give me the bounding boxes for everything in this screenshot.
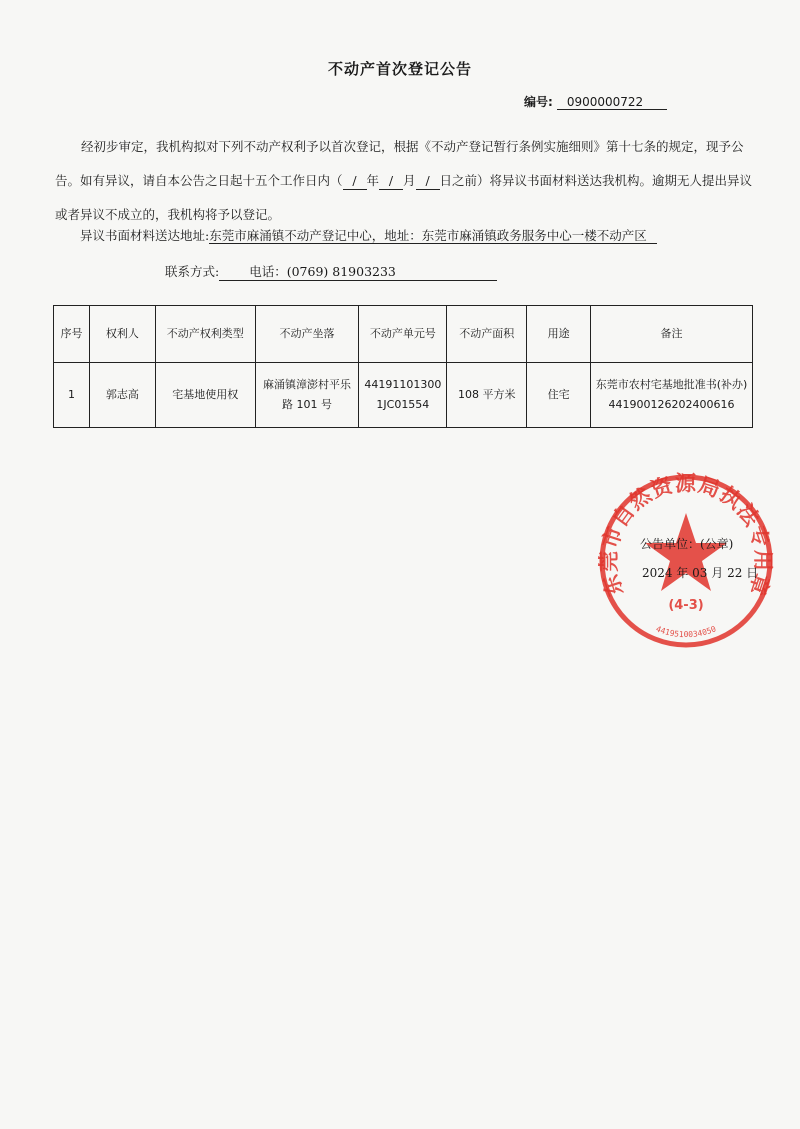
table-cell: 麻涌镇漳澎村平乐路 101 号 <box>255 363 359 428</box>
column-header: 备注 <box>591 306 753 363</box>
notice-text-part1: 经初步审定，我机构拟对下列不动产权利予以首次登记，根据《不动产登记暂行条例实施细则》第十七条的规定，现予公告。如有异议，请自本公告之日起十五个工作日内（ <box>55 139 744 188</box>
month-blank: / <box>379 173 403 190</box>
table-cell: 住宅 <box>527 363 591 428</box>
registration-table <box>53 305 753 428</box>
column-header: 不动产坐落 <box>255 306 359 363</box>
table-header-row <box>54 306 753 363</box>
table-cell: 宅基地使用权 <box>155 363 255 428</box>
table-row <box>54 363 753 428</box>
column-header: 不动产单元号 <box>359 306 447 363</box>
contact-info <box>165 262 497 281</box>
year-label: 年 <box>366 173 380 188</box>
document-number <box>524 93 667 110</box>
contact-label: 联系方式: <box>165 264 220 279</box>
notice-text-part2: 日之前）将异议书面材料送达我机构。逾期无人提出异议或者异议不成立的，我机构将予以登记。 <box>55 173 753 222</box>
svg-text:4419510034050 <box>655 624 718 639</box>
document-number-label: 编号: <box>524 95 553 109</box>
table-cell: 441911013001JC01554 <box>359 363 447 428</box>
table-cell: 108 平方米 <box>447 363 527 428</box>
address-value: 东莞市麻涌镇不动产登记中心，地址：东莞市麻涌镇政务服务中心一楼不动产区 <box>209 228 657 244</box>
signature-block <box>640 530 758 588</box>
column-header: 权利人 <box>89 306 155 363</box>
table-cell: 郭志高 <box>89 363 155 428</box>
month-label: 月 <box>403 173 416 188</box>
notice-paragraph <box>55 130 755 232</box>
seal-text: 东莞市自然资源局执法专用章 <box>596 471 776 600</box>
page-title: 不动产首次登记公告 <box>327 60 472 78</box>
document-number-value: 0900000722 <box>557 95 667 110</box>
column-header: 用途 <box>527 306 591 363</box>
seal-code: 4419510034050 <box>654 624 718 640</box>
seal-subtext: (4-3) <box>668 598 704 613</box>
address-label: 异议书面材料送达地址: <box>80 228 210 243</box>
column-header: 序号 <box>54 306 90 363</box>
column-header: 不动产面积 <box>447 306 527 363</box>
year-blank: / <box>343 173 367 190</box>
table-cell: 1 <box>54 363 90 428</box>
contact-value: 电话：(0769) 81903233 <box>219 262 497 281</box>
issuing-unit: 公告单位：(公章) <box>640 537 734 551</box>
objection-address <box>80 226 657 244</box>
day-blank: / <box>416 173 440 190</box>
column-header: 不动产权利类型 <box>155 306 255 363</box>
table-cell: 东莞市农村宅基地批准书(补办) 441900126202400616 <box>591 363 753 428</box>
issue-date: 2024 年 03 月 22 日 <box>642 566 759 580</box>
